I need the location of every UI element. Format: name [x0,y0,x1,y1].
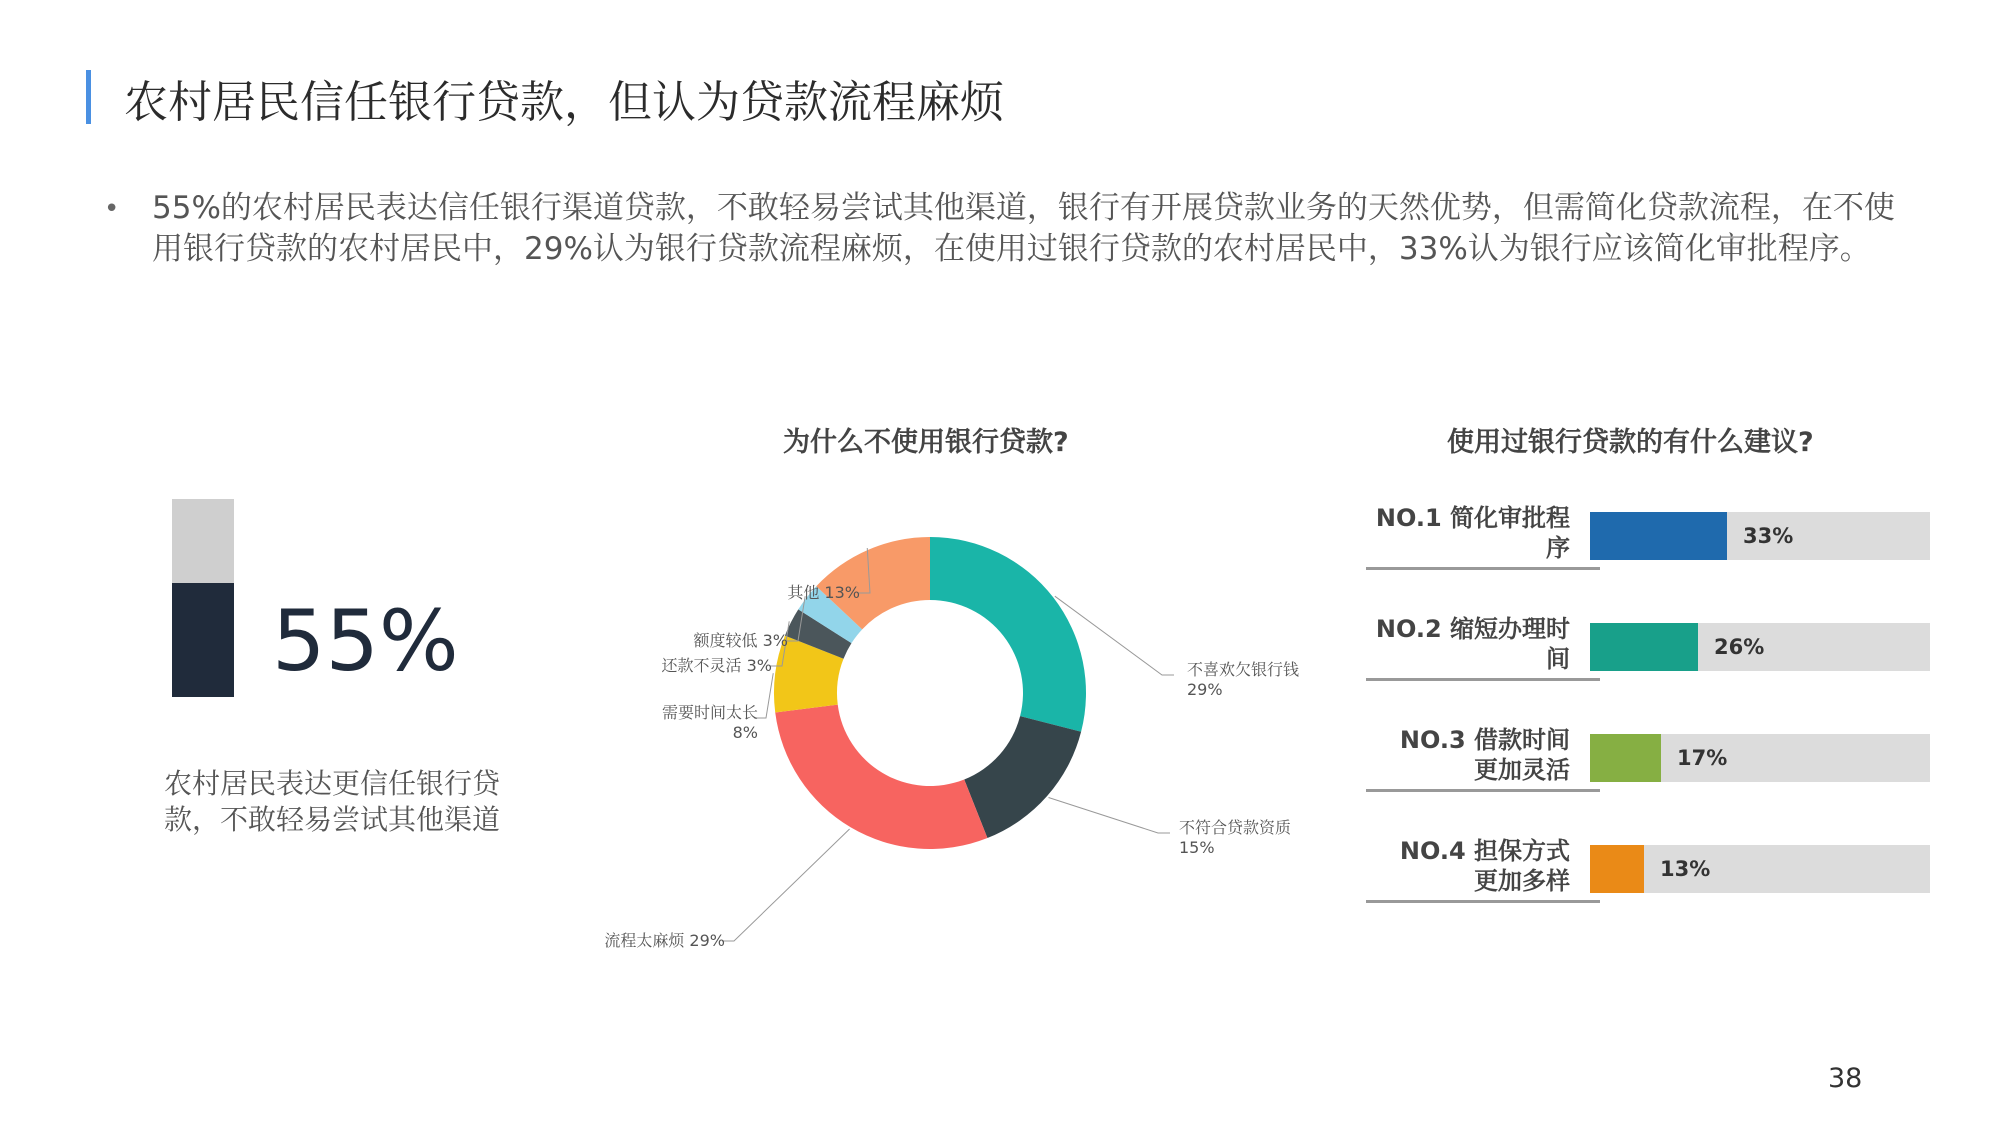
donut-slice-2 [964,716,1081,838]
donut-value-1: 29% [1187,680,1223,699]
bar-track [1590,734,1930,782]
bar-fill-4 [1590,845,1644,893]
donut-label-3: 流程太麻烦 29% [604,931,725,950]
donut-label-4: 需要时间太长 [661,703,758,722]
bar-value-3: 17% [1677,746,1728,770]
bar-fill-3 [1590,734,1661,782]
bar-fill-1 [1590,512,1727,560]
bar-value-1: 33% [1743,524,1794,548]
donut-chart-title: 为什么不使用银行贷款? [783,427,1069,458]
page-title: 农村居民信任银行贷款，但认为贷款流程麻烦 [124,77,1004,128]
bar-underline [1366,567,1600,570]
bar-value-2: 26% [1714,635,1765,659]
donut-leader-line [722,829,850,941]
bar-row-2 [1360,613,1930,683]
bar-chart-title: 使用过银行贷款的有什么建议? [1447,427,1814,458]
donut-label-6: 额度较低 3% [693,631,788,650]
bar-track [1590,845,1930,893]
bullet-icon: • [104,194,120,224]
bar-label-1: NO.1 简化审批程序 [1375,504,1570,562]
stat-bar-fill [172,583,234,697]
donut-value-2: 15% [1179,838,1215,857]
donut-label-5: 还款不灵活 3% [661,656,772,675]
bar-label-3: NO.3 借款时间 更加灵活 [1399,726,1570,784]
bar-underline [1366,900,1600,903]
donut-chart [590,500,1300,950]
bar-row-1 [1360,502,1930,572]
bar-row-3 [1360,724,1930,794]
donut-slice-1 [930,537,1086,732]
stat-caption: 农村居民表达更信任银行贷款，不敢轻易尝试其他渠道 [164,767,501,836]
bar-underline [1366,789,1600,792]
page-number: 38 [1828,1063,1863,1094]
donut-label-2: 不符合贷款资质 [1179,818,1292,837]
bar-underline [1366,678,1600,681]
summary-paragraph: 55%的农村居民表达信任银行渠道贷款，不敢轻易尝试其他渠道，银行有开展贷款业务的天然优势，但需简化贷款流程，在不使用银行贷款的农村居民中，29%认为银行贷款流程麻烦，在使用过银行贷款的农村居民中，33%认为银行应该简化审批程序。 [152,190,1895,267]
donut-slice-3 [775,705,987,849]
donut-label-7: 其他 13% [787,583,860,602]
title-accent-bar [86,70,91,124]
stat-value: 55% [272,592,459,690]
donut-label-1: 不喜欢欠银行钱 [1187,660,1300,679]
bar-label-4: NO.4 担保方式 更加多样 [1399,837,1570,895]
bar-row-4 [1360,835,1930,905]
bar-fill-2 [1590,623,1698,671]
bar-value-4: 13% [1660,857,1711,881]
bar-label-2: NO.2 缩短办理时间 [1375,615,1570,673]
donut-leader-line [1049,797,1170,833]
donut-value-4: 8% [732,723,758,742]
